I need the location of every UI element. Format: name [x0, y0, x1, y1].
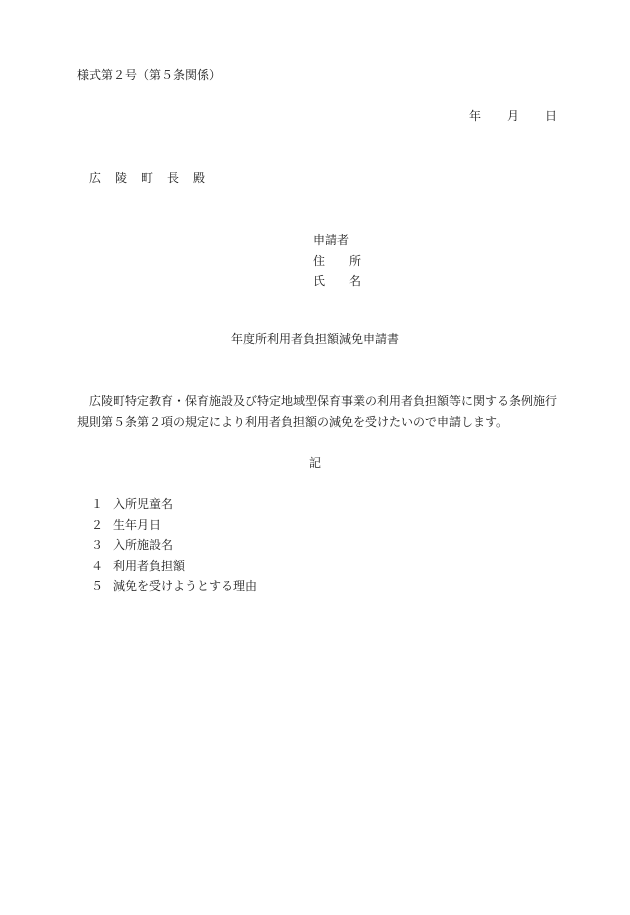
applicant-block [313, 230, 361, 292]
item-number: ５ [91, 579, 104, 593]
item-label: 減免を受けようとする理由 [113, 579, 258, 593]
applicant-address-label: 住 所 [313, 253, 362, 268]
applicant-label: 申請者 [313, 233, 350, 247]
item-list [91, 494, 257, 597]
list-item [91, 515, 257, 536]
list-item [91, 576, 257, 597]
date-day: 日 [545, 109, 558, 123]
document-title: 年度所利用者負担額減免申請書 [230, 332, 399, 346]
item-label: 利用者負担額 [113, 558, 186, 573]
item-number: １ [91, 497, 104, 511]
item-number: ４ [91, 558, 104, 573]
list-item [91, 494, 257, 515]
addressee: 広 陵 町 長 殿 [89, 171, 207, 185]
date-line [469, 108, 557, 124]
item-label: 生年月日 [113, 517, 162, 532]
list-item [91, 556, 257, 577]
item-label: 入所施設名 [113, 538, 174, 552]
item-label: 入所児童名 [113, 497, 174, 511]
item-number: ３ [91, 538, 104, 552]
item-number: ２ [91, 517, 104, 532]
body-text: 広陵町特定教育・保育施設及び特定地域型保育事業の利用者負担額等に関する条例施行規則第５条第２項の規定により利用者負担額の減免を受けたいので申請します。 [77, 394, 558, 429]
applicant-name-label: 氏 名 [313, 274, 362, 288]
list-item [91, 535, 257, 556]
date-year: 年 [469, 109, 482, 123]
ki-heading: 記 [308, 456, 321, 470]
date-month: 月 [507, 109, 520, 123]
form-number: 様式第２号（第５条関係） [77, 68, 222, 82]
